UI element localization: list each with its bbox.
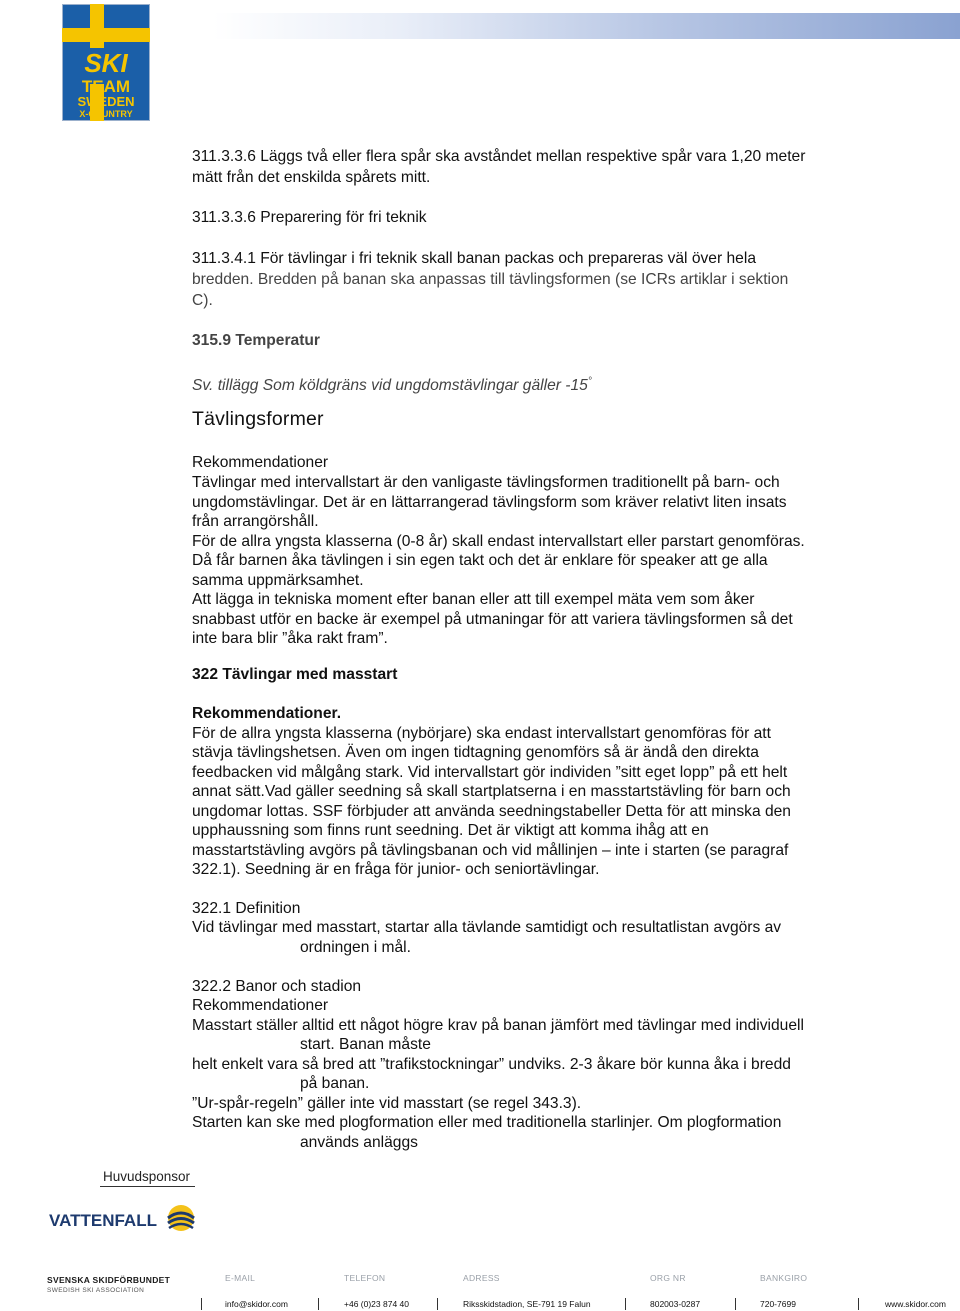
footer-label-email: E-MAIL	[225, 1273, 256, 1283]
sponsor-label: Huvudsponsor	[103, 1169, 191, 1184]
para-masstart-line6: upphaussning som finns runt seedning. Det är viktigt att komma ihåg att en	[192, 822, 709, 839]
para-masstart-line8: 322.1). Seedning är en fråga för junior- och seniortävlingar.	[192, 861, 600, 878]
ski-team-sweden-logo	[62, 4, 150, 121]
vattenfall-wordmark: VATTENFALL	[49, 1211, 157, 1230]
ssf-logo	[47, 1275, 170, 1294]
kold-grans-text: Sv. tillägg Som köldgräns vid ungdomstävlingar gäller -15	[192, 377, 588, 395]
para-311-3-4-1-line2: bredden. Bredden på banan ska anpassas till tävlingsformen (se ICRs artiklar i sektion	[192, 271, 789, 288]
para-masstart-line3: feedbacken vid målgång stark. Vid intervallstart gör individen ”sitt eget lopp” på ett helt	[192, 764, 788, 781]
vattenfall-logo	[47, 1198, 197, 1238]
para-starten-line1: Starten kan ske med plogformation eller med traditionella starlinjer. Om plogformation	[192, 1114, 782, 1131]
footer-adress: Riksskidstadion, SE-791 19 Falun	[463, 1299, 591, 1309]
para-masstart-line4: annat sätt.Vad gäller seedning så skall startplatserna i en masstartstävling för barn och	[192, 783, 791, 800]
para-yngsta-line3: samma uppmärksamhet.	[192, 572, 364, 589]
footer-separator	[437, 1298, 438, 1310]
ssf-name: SVENSKA SKIDFÖRBUNDET	[47, 1275, 171, 1285]
para-definition-line2: ordningen i mål.	[300, 939, 411, 956]
para-311-3-3-6-line1: 311.3.3.6 Läggs två eller flera spår ska avståndet mellan respektive spår vara 1,20 meter	[192, 148, 806, 165]
footer-separator	[625, 1298, 626, 1310]
heading-tavlingsformer: Tävlingsformer	[192, 408, 324, 430]
para-tekniska-line3: inte bara blir ”åka rakt fram”.	[192, 630, 388, 647]
logo-text-xcountry: X-COUNTRY	[79, 109, 133, 119]
heading-temperatur: 315.9 Temperatur	[192, 332, 320, 349]
footer-separator	[318, 1298, 319, 1310]
para-banor-line3: helt enkelt vara så bred att ”trafikstockningar” undviks. 2-3 åkare bör kunna åka i bredd	[192, 1056, 791, 1073]
footer-telefon: +46 (0)23 874 40	[344, 1299, 409, 1309]
header-band	[213, 13, 960, 39]
para-intervall-line2: ungdomstävlingar. Det är en lättarrangerad tävlingsform som kräver relativt liten insats	[192, 494, 787, 511]
heading-preparering: 311.3.3.6 Preparering för fri teknik	[192, 209, 427, 226]
heading-banor-stadion: 322.2 Banor och stadion	[192, 978, 362, 995]
label-rekommendationer-3: Rekommendationer	[192, 997, 329, 1014]
footer-email[interactable]: info@skidor.com	[225, 1299, 288, 1309]
para-banor-line1: Masstart ställer alltid ett något högre krav på banan jämfört med tävlingar med individuell	[192, 1017, 804, 1034]
para-masstart-line5: ungdomar lottas. SSF förbjuder att använda seedningstabeller Detta för att minska den	[192, 803, 791, 820]
para-tekniska-line2: snabbast utför en backe är exempel på utmaningar för att variera tävlingsformen så det	[192, 611, 793, 628]
para-masstart-line1: För de allra yngsta klasserna (nybörjare) ska endast intervallstart genomföras för att	[192, 725, 771, 742]
para-urspar: ”Ur-spår-regeln” gäller inte vid masstart (se regel 343.3).	[192, 1095, 582, 1112]
footer-label-orgnr: ORG NR	[650, 1273, 686, 1283]
para-banor-line2: start. Banan måste	[300, 1036, 431, 1053]
para-intervall-line3: från arrangörshåll.	[192, 513, 319, 530]
footer-bankgiro: 720-7699	[760, 1299, 796, 1309]
label-rekommendationer-2: Rekommendationer.	[192, 705, 342, 722]
para-kold-grans	[192, 372, 592, 396]
para-intervall-line1: Tävlingar med intervallstart är den vanligaste tävlingsformen traditionellt på barn- och	[192, 474, 780, 491]
logo-text-sweden: SWEDEN	[77, 94, 135, 109]
logo-text-team: TEAM	[81, 77, 131, 96]
para-yngsta-line2: Då får barnen åka tävlingen i sin egen takt och det är enklare för speaker att ge alla	[192, 552, 768, 569]
footer-label-adress: ADRESS	[463, 1273, 500, 1283]
footer-separator	[735, 1298, 736, 1310]
para-definition-line1: Vid tävlingar med masstart, startar alla tävlande samtidigt och resultatlistan avgörs av	[192, 919, 782, 936]
sponsor-divider	[100, 1186, 195, 1187]
footer-label-telefon: TELEFON	[344, 1273, 386, 1283]
logo-text-ski: SKI	[84, 48, 128, 78]
footer-separator	[858, 1298, 859, 1310]
para-311-3-4-1-line1: 311.3.4.1 För tävlingar i fri teknik skall banan packas och prepareras väl över hela	[192, 250, 756, 267]
heading-definition: 322.1 Definition	[192, 900, 301, 917]
para-yngsta-line1: För de allra yngsta klasserna (0-8 år) skall endast intervallstart eller parstart genomföras.	[192, 533, 805, 550]
para-banor-line4: på banan.	[300, 1075, 370, 1092]
degree-symbol: °	[587, 376, 592, 387]
label-rekommendationer-1: Rekommendationer	[192, 454, 329, 471]
footer-label-bankgiro: BANKGIRO	[760, 1273, 808, 1283]
ssf-name-en: SWEDISH SKI ASSOCIATION	[47, 1287, 145, 1294]
footer-website[interactable]: www.skidor.com	[885, 1299, 946, 1309]
heading-masstart: 322 Tävlingar med masstart	[192, 666, 398, 683]
footer-separator	[201, 1298, 202, 1310]
para-311-3-4-1-line3: C).	[192, 292, 213, 309]
para-tekniska-line1: Att lägga in tekniska moment efter banan eller att till exempel mäta vem som åker	[192, 591, 755, 608]
footer-orgnr: 802003-0287	[650, 1299, 701, 1309]
para-masstart-line2: stävja tävlingshetsen. Även om ingen tidtagning genomförs så är ändå den direkta	[192, 744, 759, 761]
para-starten-line2: används anläggs	[300, 1134, 418, 1151]
para-masstart-line7: masstartstävling avgörs på tävlingsbanan och vid mållinjen – inte i starten (se paragraf	[192, 842, 789, 859]
para-311-3-3-6-line2: mätt från det enskilda spårets mitt.	[192, 169, 431, 186]
